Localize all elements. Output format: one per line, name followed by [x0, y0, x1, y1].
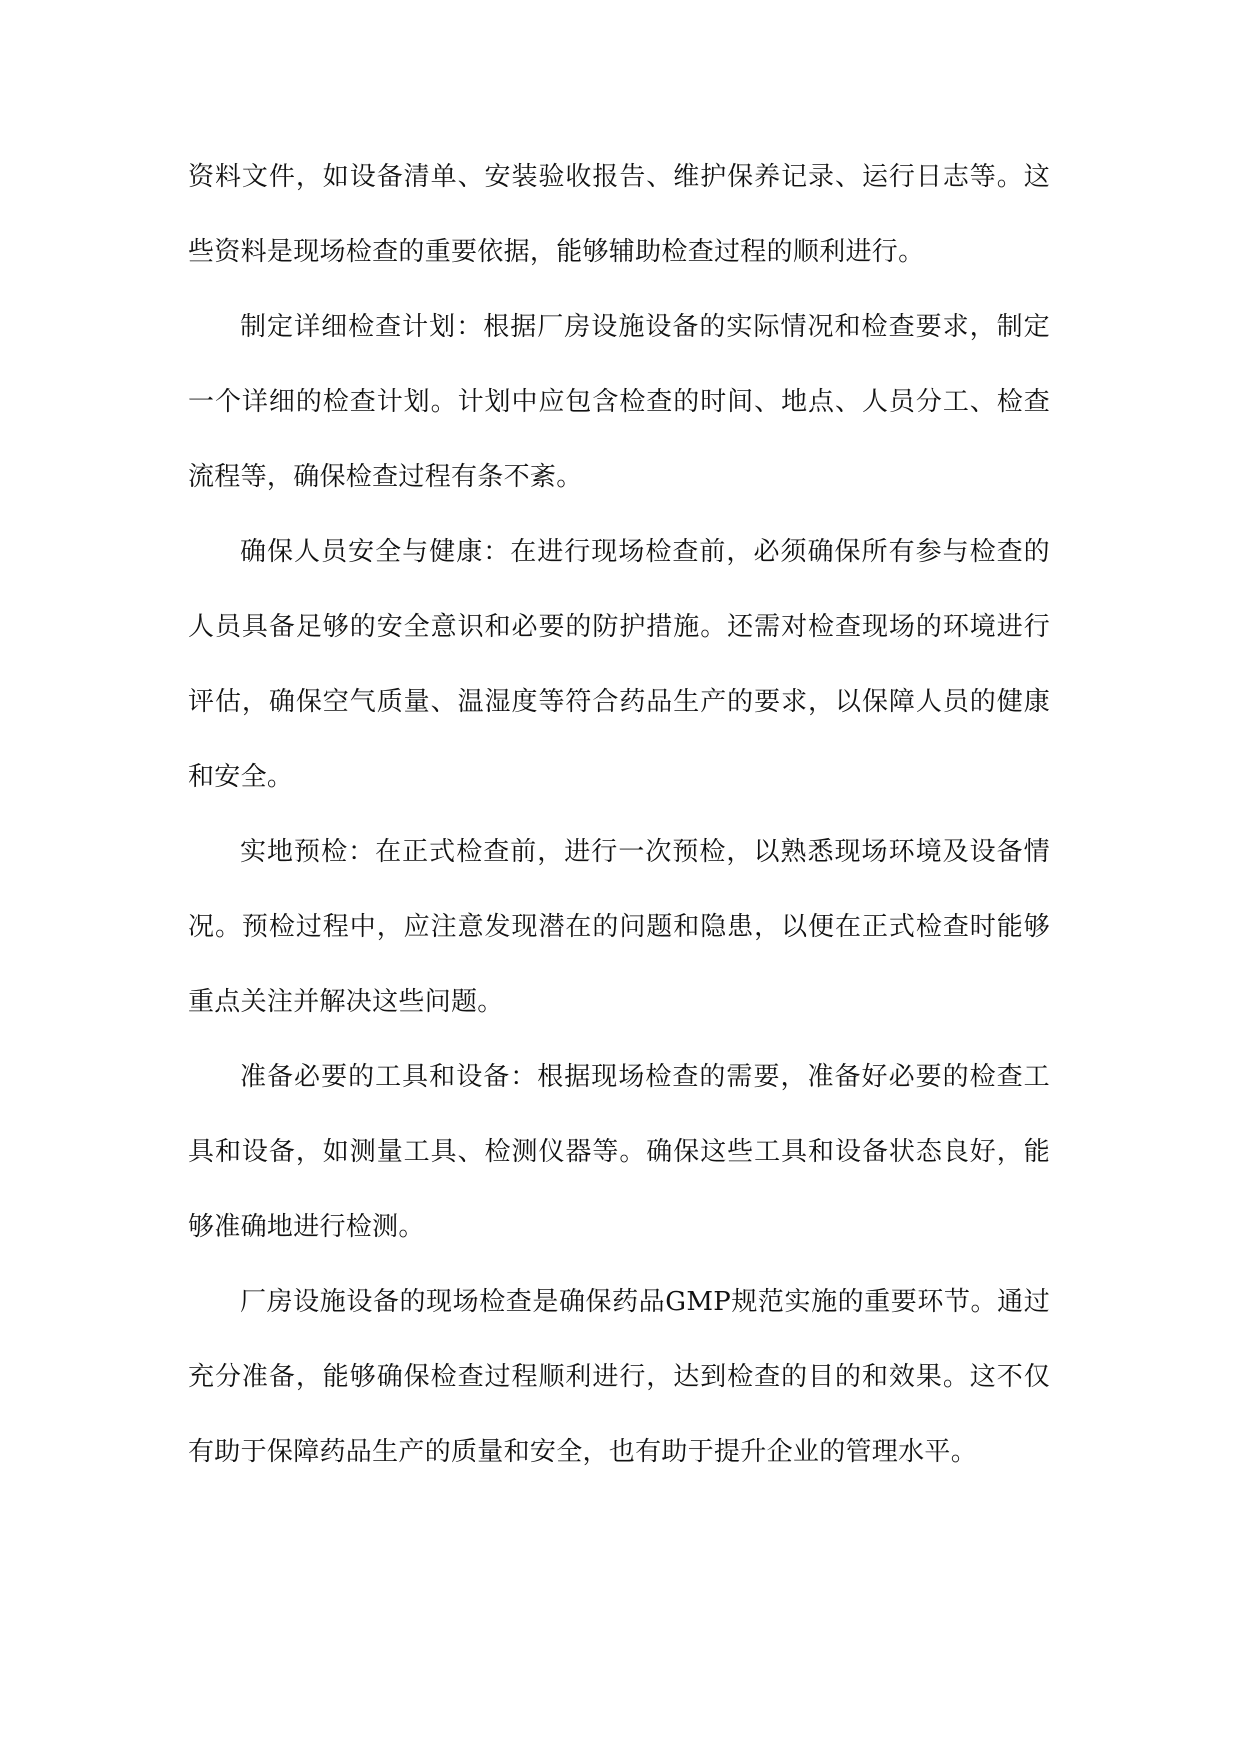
paragraph-conclusion: 厂房设施设备的现场检查是确保药品GMP规范实施的重要环节。通过充分准备，能够确保检查过程顺利进行，达到检查的目的和效果。这不仅有助于保障药品生产的质量和安全，也有助于提升企业的管理水平。: [188, 1287, 1050, 1467]
paragraph-continuation: 资料文件，如设备清单、安装验收报告、维护保养记录、运行日志等。这些资料是现场检查的重要依据，能够辅助检查过程的顺利进行。: [188, 162, 1050, 267]
paragraph-personnel-safety: 确保人员安全与健康：在进行现场检查前，必须确保所有参与检查的人员具备足够的安全意识和必要的防护措施。还需对检查现场的环境进行评估，确保空气质量、温湿度等符合药品生产的要求，以保障人员的健康和安全。: [188, 537, 1050, 792]
paragraph-tools-equipment: 准备必要的工具和设备：根据现场检查的需要，准备好必要的检查工具和设备，如测量工具、检测仪器等。确保这些工具和设备状态良好，能够准确地进行检测。: [188, 1062, 1050, 1242]
paragraph-inspection-plan: 制定详细检查计划：根据厂房设施设备的实际情况和检查要求，制定一个详细的检查计划。计划中应包含检查的时间、地点、人员分工、检查流程等，确保检查过程有条不紊。: [188, 312, 1050, 492]
document-body: [188, 140, 1050, 1490]
paragraph-pre-inspection: 实地预检：在正式检查前，进行一次预检，以熟悉现场环境及设备情况。预检过程中，应注意发现潜在的问题和隐患，以便在正式检查时能够重点关注并解决这些问题。: [188, 837, 1050, 1017]
